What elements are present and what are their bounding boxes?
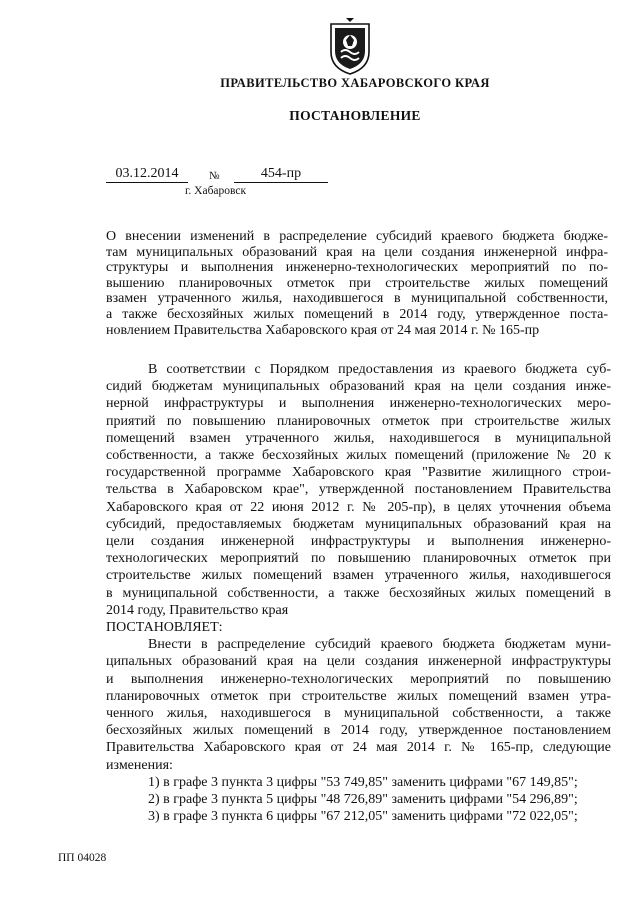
body-line: Правительства Хабаровского края от 24 мая 2014 г. № 165-пр, следующие (106, 740, 611, 756)
body-line: технологических мероприятий по повышению планировочных отметок при (106, 551, 611, 567)
body-line: нерной инфраструктуры и выполнения инженерно-технологических меро- (106, 396, 611, 412)
resolution-keyword: ПОСТАНОВЛЯЕТ: (106, 620, 223, 636)
number-sign: № (209, 170, 220, 182)
body-line: ченного жилья, находившегося в муниципальной собственности, а также (106, 706, 611, 722)
subject-line: О внесении изменений в распределение субсидий краевого бюджета бюдже- (106, 229, 608, 244)
document-body (106, 361, 611, 825)
body-line: в муниципальной собственности, а также бесхозяйных жилых помещений в (106, 585, 611, 601)
change-item: 3) в графе 3 пункта 6 цифры "67 212,05" заменить цифрами "72 022,05"; (148, 809, 578, 825)
subject-line: структуры и выполнения инженерно-технологических мероприятий по по- (106, 260, 608, 276)
subject-line: новлением Правительства Хабаровского края от 24 мая 2014 г. № 165-пр (106, 322, 540, 338)
subject-line: взамен утраченного жилья, находившегося в муниципальной собственности, (106, 291, 608, 307)
body-line: планировочных отметок при строительстве жилых помещений взамен утра- (106, 688, 611, 704)
body-line: Хабаровского края от 22 июня 2012 г. № 205-пр), в целях уточнения объема (106, 499, 611, 515)
change-item: 2) в графе 3 пункта 5 цифры "48 726,89" заменить цифрами "54 296,89"; (148, 792, 578, 808)
body-line: приятий по повышению планировочных отметок при строительстве жилых (106, 413, 611, 429)
footer-code: ПП 04028 (58, 852, 107, 864)
body-line: и выполнения инженерно-технологических мероприятий по повышению (106, 671, 611, 687)
body-line: сидий бюджетам муниципальных образований края на цели создания инже- (106, 379, 611, 395)
document-subject (106, 229, 608, 338)
body-line: цели создания инженерной инфраструктуры и выполнения инженерно- (106, 534, 611, 550)
subject-line: там муниципальных образований края на цели создания инженерной инфра- (106, 244, 608, 260)
document-type: ПОСТАНОВЛЕНИЕ (289, 108, 421, 123)
body-line: собственности, а также бесхозяйных жилых помещений (приложение № 20 к (106, 448, 611, 464)
document-number: 454-пр (234, 166, 328, 183)
body-line: В соответствии с Порядком предоставления из краевого бюджета суб- (148, 362, 611, 377)
issue-city: г. Хабаровск (185, 185, 247, 197)
body-line: строительстве жилых помещений взамен утраченного жилья, находившегося (106, 568, 611, 584)
body-line: 2014 году, Правительство края (106, 602, 289, 618)
body-line: бесхозяйных жилых помещений в 2014 году, утвержденное постановлением (106, 723, 611, 739)
change-item: 1) в графе 3 пункта 3 цифры "53 749,85" заменить цифрами "67 149,85"; (148, 774, 578, 790)
government-title: ПРАВИТЕЛЬСТВО ХАБАРОВСКОГО КРАЯ (220, 76, 490, 90)
body-line: тельства в Хабаровском крае", утвержденной постановлением Правительства (106, 482, 611, 498)
body-line: ципальных образований края на цели создания инженерной инфраструктуры (106, 654, 611, 670)
body-line: Внести в распределение субсидий краевого бюджета бюджетам муни- (148, 637, 611, 653)
body-line: изменения: (106, 757, 173, 773)
coat-of-arms-emblem (327, 18, 373, 76)
body-line: помещений взамен утраченного жилья, находившегося в муниципальной (106, 430, 611, 446)
subject-line: а также бесхозяйных жилых помещений в 2014 году, утвержденное поста- (106, 306, 608, 322)
document-date: 03.12.2014 (106, 166, 188, 183)
subject-line: вышению планировочных отметок при строительстве жилых помещений (106, 275, 608, 291)
body-line: государственной программе Хабаровского края "Развитие жилищного строи- (106, 465, 611, 481)
body-line: субсидий, предоставляемых бюджетам муниципальных образований края на (106, 516, 611, 532)
